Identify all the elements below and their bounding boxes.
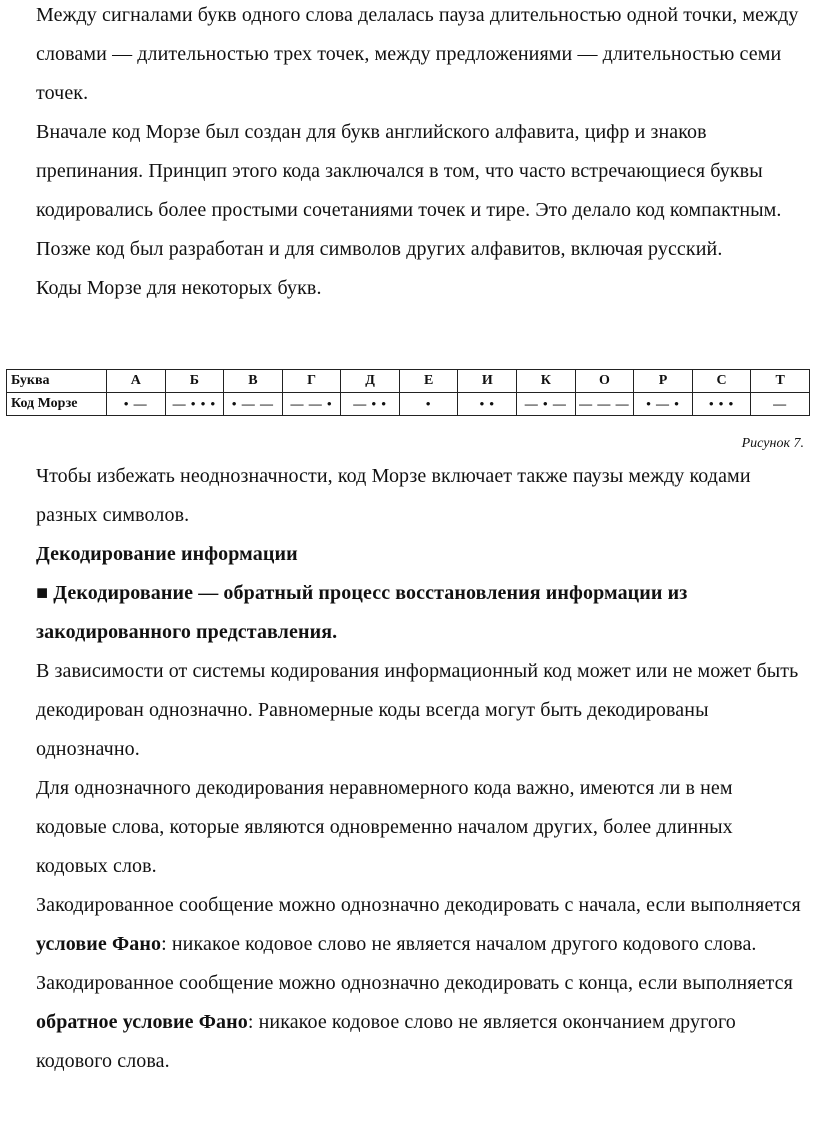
letter-cell: Р bbox=[634, 370, 693, 393]
letter-cell: В bbox=[224, 370, 283, 393]
letters-row-header: Буква bbox=[7, 370, 107, 393]
letter-cell: Б bbox=[165, 370, 224, 393]
morse-table bbox=[6, 369, 810, 416]
paragraph-pauses-between: Чтобы избежать неоднозначности, код Морзе включает также паузы между кодами разных символов. bbox=[36, 465, 751, 526]
definition-decoding: ■ Декодирование — обратный процесс восстановления информации из закодированного представления. bbox=[36, 582, 688, 643]
text-block-bottom bbox=[36, 457, 806, 1081]
fano-term: условие Фано bbox=[36, 933, 162, 955]
code-cell: — bbox=[751, 393, 810, 416]
code-cell: • • • bbox=[692, 393, 751, 416]
figure-caption: Рисунок 7. bbox=[741, 436, 804, 451]
code-cell: • • bbox=[458, 393, 517, 416]
letter-cell: К bbox=[517, 370, 576, 393]
letter-cell: Г bbox=[282, 370, 341, 393]
letter-cell: Е bbox=[399, 370, 458, 393]
paragraph-depends: В зависимости от системы кодирования информационный код может или не может быть декодирован однозначно. Равномерные коды всегда могут быть декодированы однозначно. bbox=[36, 660, 799, 760]
letters-row bbox=[7, 370, 810, 393]
code-cell: • — bbox=[107, 393, 166, 416]
paragraph-fano: Закодированное сообщение можно однозначно декодировать с начала, если выполняется условие Фано: никакое кодовое слово не является началом другого кодового слова. bbox=[36, 894, 801, 955]
codes-row bbox=[7, 393, 810, 416]
morse-table-figure bbox=[6, 369, 810, 416]
codes-row-header: Код Морзе bbox=[7, 393, 107, 416]
paragraph-intro: Вначале код Морзе был создан для букв английского алфавита, цифр и знаков препинания. Принцип этого кода заключался в том, что часто встречающиеся буквы кодировались более простыми сочетаниями точек и тире. Это делало код компактным. Позже код был разработан и для символов других алфавитов, включая русский. bbox=[36, 121, 782, 260]
code-cell: — — • bbox=[282, 393, 341, 416]
heading-decoding: Декодирование информации bbox=[36, 543, 298, 565]
letter-cell: О bbox=[575, 370, 634, 393]
code-cell: — • — bbox=[517, 393, 576, 416]
letter-cell: Д bbox=[341, 370, 400, 393]
paragraph-pauses: Между сигналами букв одного слова делалась пауза длительностью одной точки, между словами — длительностью трех точек, между предложениями — длительностью семи точек. bbox=[36, 4, 799, 104]
code-cell: — — — bbox=[575, 393, 634, 416]
text-block-top bbox=[36, 0, 806, 308]
code-cell: — • • • bbox=[165, 393, 224, 416]
paragraph-codes-title: Коды Морзе для некоторых букв. bbox=[36, 277, 322, 299]
code-cell: • — • bbox=[634, 393, 693, 416]
code-cell: • bbox=[399, 393, 458, 416]
code-cell: • — — bbox=[224, 393, 283, 416]
letter-cell: Т bbox=[751, 370, 810, 393]
letter-cell: А bbox=[107, 370, 166, 393]
letter-cell: С bbox=[692, 370, 751, 393]
code-cell: — • • bbox=[341, 393, 400, 416]
reverse-fano-term: обратное условие Фано bbox=[36, 1011, 248, 1033]
paragraph-reverse-fano: Закодированное сообщение можно однозначно декодировать с конца, если выполняется обратное условие Фано: никакое кодовое слово не является окончанием другого кодового слова. bbox=[36, 972, 793, 1072]
paragraph-nonuniform: Для однозначного декодирования неравномерного кода важно, имеются ли в нем кодовые слова, которые являются одновременно началом других, более длинных кодовых слов. bbox=[36, 777, 733, 877]
letter-cell: И bbox=[458, 370, 517, 393]
